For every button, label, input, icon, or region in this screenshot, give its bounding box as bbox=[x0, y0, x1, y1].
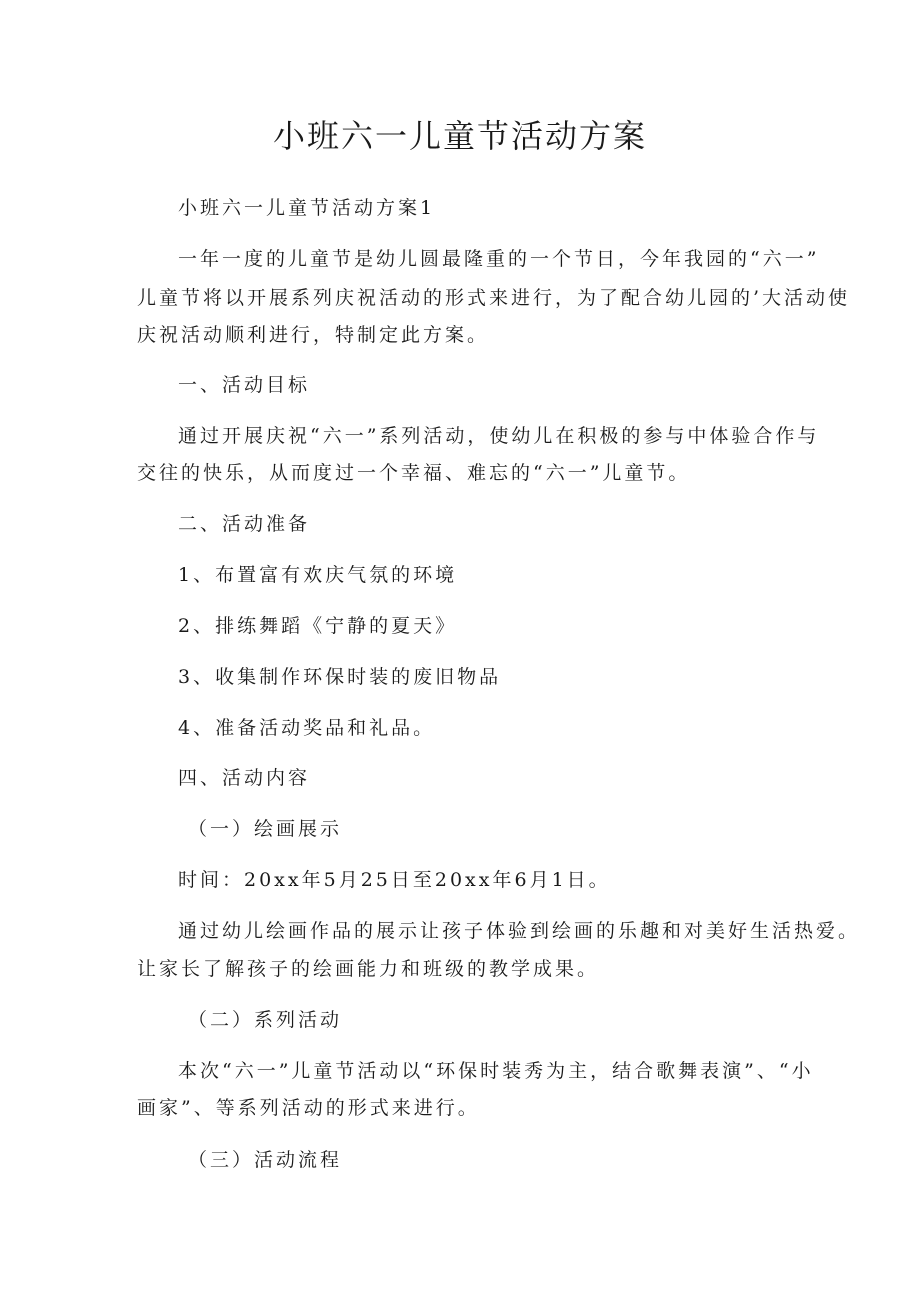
intro-line-3: 庆祝活动顺利进行，特制定此方案。 bbox=[137, 324, 490, 346]
part1-time: 时间：20xx年5月25日至20xx年6月1日。 bbox=[178, 869, 611, 891]
prep-item-2: 2、排练舞蹈《宁静的夏天》 bbox=[178, 615, 458, 637]
part2-body-line-1: 本次“六一”儿童节活动以“环保时装秀为主，结合歌舞表演”、“小 bbox=[178, 1060, 814, 1082]
section1-body-line-1: 通过开展庆祝“六一”系列活动，使幼儿在积极的参与中体验合作与 bbox=[178, 425, 820, 447]
section1-body-line-2: 交往的快乐，从而度过一个幸福、难忘的“六一”儿童节。 bbox=[137, 462, 691, 484]
intro-line-1: 一年一度的儿童节是幼儿圆最隆重的一个节日，今年我园的“六一” bbox=[178, 248, 820, 270]
document-title: 小班六一儿童节活动方案 bbox=[272, 117, 647, 155]
prep-item-3: 3、收集制作环保时装的废旧物品 bbox=[178, 666, 502, 688]
part3-heading: （三）活动流程 bbox=[188, 1149, 343, 1171]
intro-line-2: 儿童节将以开展系列庆祝活动的形式来进行，为了配合幼儿园的’大活动使 bbox=[137, 287, 851, 309]
prep-item-1: 1、布置富有欢庆气氛的环境 bbox=[178, 564, 458, 586]
part1-body-line-1: 通过幼儿绘画作品的展示让孩子体验到绘画的乐趣和对美好生活热爱。 bbox=[178, 920, 861, 942]
part1-heading: （一）绘画展示 bbox=[188, 818, 343, 840]
section1-heading: 一、活动目标 bbox=[178, 374, 311, 396]
section4-heading: 四、活动内容 bbox=[178, 767, 311, 789]
part2-heading: （二）系列活动 bbox=[188, 1009, 343, 1031]
part2-body-line-2: 画家”、等系列活动的形式来进行。 bbox=[137, 1097, 480, 1119]
section-subtitle: 小班六一儿童节活动方案1 bbox=[178, 197, 436, 219]
section2-heading: 二、活动准备 bbox=[178, 513, 311, 535]
part1-body-line-2: 让家长了解孩子的绘画能力和班级的教学成果。 bbox=[137, 958, 600, 980]
prep-item-4: 4、准备活动奖品和礼品。 bbox=[178, 717, 436, 739]
